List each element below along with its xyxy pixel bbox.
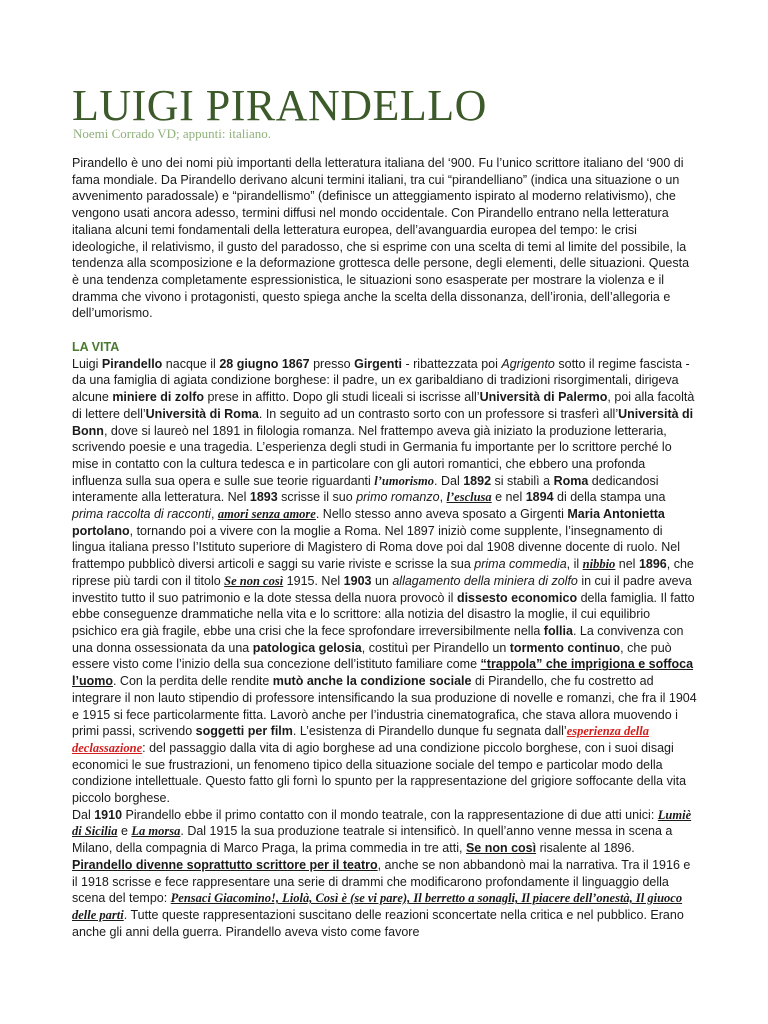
text-run: ,	[439, 490, 447, 505]
italic-text: allagamento della miniera di zolfo	[392, 573, 578, 588]
bold-text: mutò anche la condizione sociale	[272, 674, 472, 689]
bold-text: tormento continuo	[509, 640, 621, 655]
vita-paragraph	[72, 356, 698, 807]
underlined-text: Pirandello divenne soprattutto scrittore per il teatro	[72, 857, 378, 872]
bold-text: dissesto economico	[456, 590, 578, 605]
document-subtitle: Noemi Corrado VD; appunti: italiano.	[73, 126, 271, 141]
underlined-title: La morsa	[131, 824, 181, 839]
text-run: 1915. Nel	[283, 573, 344, 588]
text-run: . In seguito ad un contrasto sorto con un professore si trasferì all’	[258, 406, 619, 421]
italic-text: Agrigento	[501, 356, 555, 371]
text-run: , che riprese più tardi con il titolo	[72, 557, 694, 588]
bold-text: Università di Roma	[145, 406, 259, 421]
text-run: , dove si laureò nel 1891 in filologia romanza. Nel frattempo aveva già iniziato la produzione letteraria, scrivendo poesie e una tragedia. L’esperienza degli studi in Germania fu importante per lo scrittore perché lo mise in contatto con la cultura tedesca e in particolare con gli autori romantici, che ebbero una profonda influenza sulla sua opera e sulle sue teorie riguardanti	[72, 423, 672, 488]
underlined-title: Se non così	[224, 573, 284, 588]
text-run: . Tutte queste rappresentazioni suscitano delle reazioni sconcertate nella critica e nel pubblico. Erano anche gli anni della guerra. Pirandello aveva visto come favore	[72, 907, 684, 939]
text-run: prese in affitto. Dopo gli studi liceali si iscrisse all’	[204, 390, 480, 405]
text-run: , poi alla facoltà di lettere dell’	[72, 390, 695, 421]
text-run: di Pirandello, che fu costretto ad integrare il non lauto stipendio di professore intensificando la sua produzione di novelle e romanzi, che fra il 1904 e 1915 si fece particolarmente fitta. Lavorò anche per l’industria cinematografica, che stava allora muovendo i primi passi, scrivendo	[72, 674, 697, 739]
text-run: presso	[309, 356, 355, 371]
italic-text: prima commedia	[474, 557, 567, 572]
bold-text: 1892	[463, 473, 492, 488]
text-run: : del passaggio dalla vita di agio borghese ad una condizione piccolo borghese, con i suoi disagi economici le sue frustrazioni, un fenomeno tipico della situazione sociale del tempo e particolar modo della condizione intellettuale. Questo fatto gli fornì lo spunto per la rappresentazione del grigiore soffocante della vita piccolo borghese.	[72, 740, 687, 806]
text-run: Pirandello ebbe il primo contatto con il mondo teatrale, con la rappresentazione di due atti unici:	[122, 807, 658, 822]
underlined-title: nibbio	[582, 557, 616, 572]
italic-text: prima raccolta di racconti	[72, 507, 211, 522]
bold-text: Università di Palermo	[479, 390, 608, 405]
text-run: della famiglia. Il fatto ebbe conseguenze drammatiche nella vita e lo scrittore: alla notizia del disastro la moglie, il cui equilibrio psichico era già fragile, ebbe una crisi che la fece sprofondare irreversibilmente nella	[72, 590, 695, 638]
text-run: nel	[615, 557, 639, 572]
highlighted-red-text: esperienza della declassazione	[72, 724, 649, 755]
underlined-title-list: Pensaci Giacomino!, Liolà, Così è (se vi pare), Il berretto a sonagli, Il piacere dell’onestà, Il giuoco delle parti	[72, 891, 683, 922]
text-run: . L’esistenza di Pirandello dunque fu segnata dall’	[292, 724, 567, 739]
text-run: , costituì per Pirandello un	[361, 640, 510, 655]
bold-text: 1894	[525, 490, 554, 505]
text-run: di della stampa una	[553, 490, 666, 505]
bold-text: Girgenti	[354, 356, 403, 371]
intro-paragraph: Pirandello è uno dei nomi più importanti della letteratura italiana del ‘900. Fu l’unico scrittore italiano del ‘900 di fama mondiale. Da Pirandello derivano alcuni termini italiani, tra cui “pirandelliano” (indica una situazione o un avvenimento paradossale) e “pirandellismo” (definisce un atteggiamento ispirato al moderno relativismo), che vengono usati ancora adesso, termini diffusi nel mondo occidentale. Con Pirandello entrano nella letteratura italiana alcuni temi fondamentali della letteratura europea, dell’avanguardia europea del tempo: le crisi ideologiche, il relativismo, il gusto del paradosso, che si esprime con una scelta di temi al limite del possibile, la tendenza alla scomposizione e la deformazione grottesca delle persone, degli elementi, delle situazioni. Questa è una tendenza completamente espressionistica, le situazioni sono esasperate per mostrare la violenza e il dramma che vivono i protagonisti, questo spiega anche la scelta della dissonanza, dell’ironia, dell’allegoria e dell’umorismo.	[72, 156, 690, 321]
text-run: sotto il regime fascista - da una famiglia di agiata condizione borghese: il padre, un ex garibaldiano di tradizioni risorgimentali, dirigeva alcune	[72, 356, 690, 405]
bold-text: 1903	[343, 573, 372, 588]
underlined-text: “trappola” che imprigiona e soffoca l’uomo	[72, 657, 694, 689]
text-run: . Con la perdita delle rendite	[112, 674, 273, 689]
italic-text: primo romanzo	[356, 490, 440, 505]
underlined-title: Lumiè di Sicilia	[72, 807, 692, 839]
text-run: Luigi	[72, 356, 102, 371]
underlined-text: Se non così	[465, 841, 537, 856]
bold-text: soggetti per film	[195, 724, 293, 739]
text-run: si stabilì a	[491, 473, 554, 488]
bold-text: Pirandello	[101, 356, 163, 371]
text-run: , anche se non abbandonò mai la narrativa. Tra il 1916 e il 1918 scrisse e fece rappresentare una serie di drammi che modificarono profondamente il linguaggio della scena del tempo:	[72, 857, 691, 906]
text-run: e nel	[491, 490, 526, 505]
section-heading-vita: LA VITA	[72, 340, 120, 355]
text-run: nacque il	[162, 356, 220, 371]
text-run: scrisse il suo	[277, 490, 357, 505]
bold-text: 28 giugno 1867	[219, 356, 310, 371]
bold-text: 1910	[94, 807, 123, 822]
teatro-paragraph	[72, 807, 698, 941]
text-run: in cui il padre aveva investito tutto il suo patrimonio e la dote stessa della nuora provocò il	[72, 573, 692, 605]
bold-text: patologica gelosia	[252, 640, 362, 655]
text-run: e	[117, 824, 132, 839]
text-run: . Dal 1915 la sua produzione teatrale si intensificò. In quell’anno venne messa in scena a Milano, della compagnia di Marco Praga, la prima commedia in tre atti,	[72, 824, 673, 856]
text-run: . Nello stesso anno aveva sposato a Girgenti	[315, 507, 568, 522]
text-run: . La convivenza con una donna ossessionata da una	[72, 623, 684, 655]
text-run: . Dal	[434, 473, 464, 488]
text-run: , il	[566, 557, 583, 572]
bold-text: 1893	[249, 490, 278, 505]
text-run: ,	[210, 507, 218, 522]
text-run: dedicandosi interamente alla letteratura. Nel	[72, 473, 659, 505]
bold-text: miniere di zolfo	[112, 390, 204, 405]
paragraph-gap	[72, 322, 698, 339]
bold-text: Università di Bonn	[72, 406, 694, 438]
bold-text: Roma	[553, 473, 589, 488]
bold-text: follia	[543, 623, 573, 638]
underlined-title: amori senza amore	[217, 507, 316, 522]
text-run: risalente al 1896.	[536, 841, 635, 856]
bold-italic-text: l’umorismo	[374, 473, 435, 488]
text-run: Dal	[72, 807, 95, 822]
bold-text: Maria Antonietta portolano	[72, 507, 665, 538]
bold-text: 1896	[638, 557, 667, 572]
underlined-title: l’esclusa	[446, 490, 492, 505]
document-title: LUIGI PIRANDELLO	[72, 81, 487, 130]
text-run: un	[371, 573, 393, 588]
text-run: , che può essere visto come l’inizio della sua concezione dell’istituto familiare come	[72, 640, 672, 672]
text-run: , tornando poi a vivere con la moglie a Roma. Nel 1897 iniziò come supplente, l’insegnamento di lingua italiana presso l’Istituto superiore di Magistero di Roma dove poi dal 1908 divenne docente di ruolo. Nel frattempo pubblicò diversi articoli e saggi su varie riviste e scrisse la sua	[72, 523, 681, 572]
text-run: - ribattezzata poi	[402, 356, 502, 371]
document-body	[72, 155, 698, 940]
